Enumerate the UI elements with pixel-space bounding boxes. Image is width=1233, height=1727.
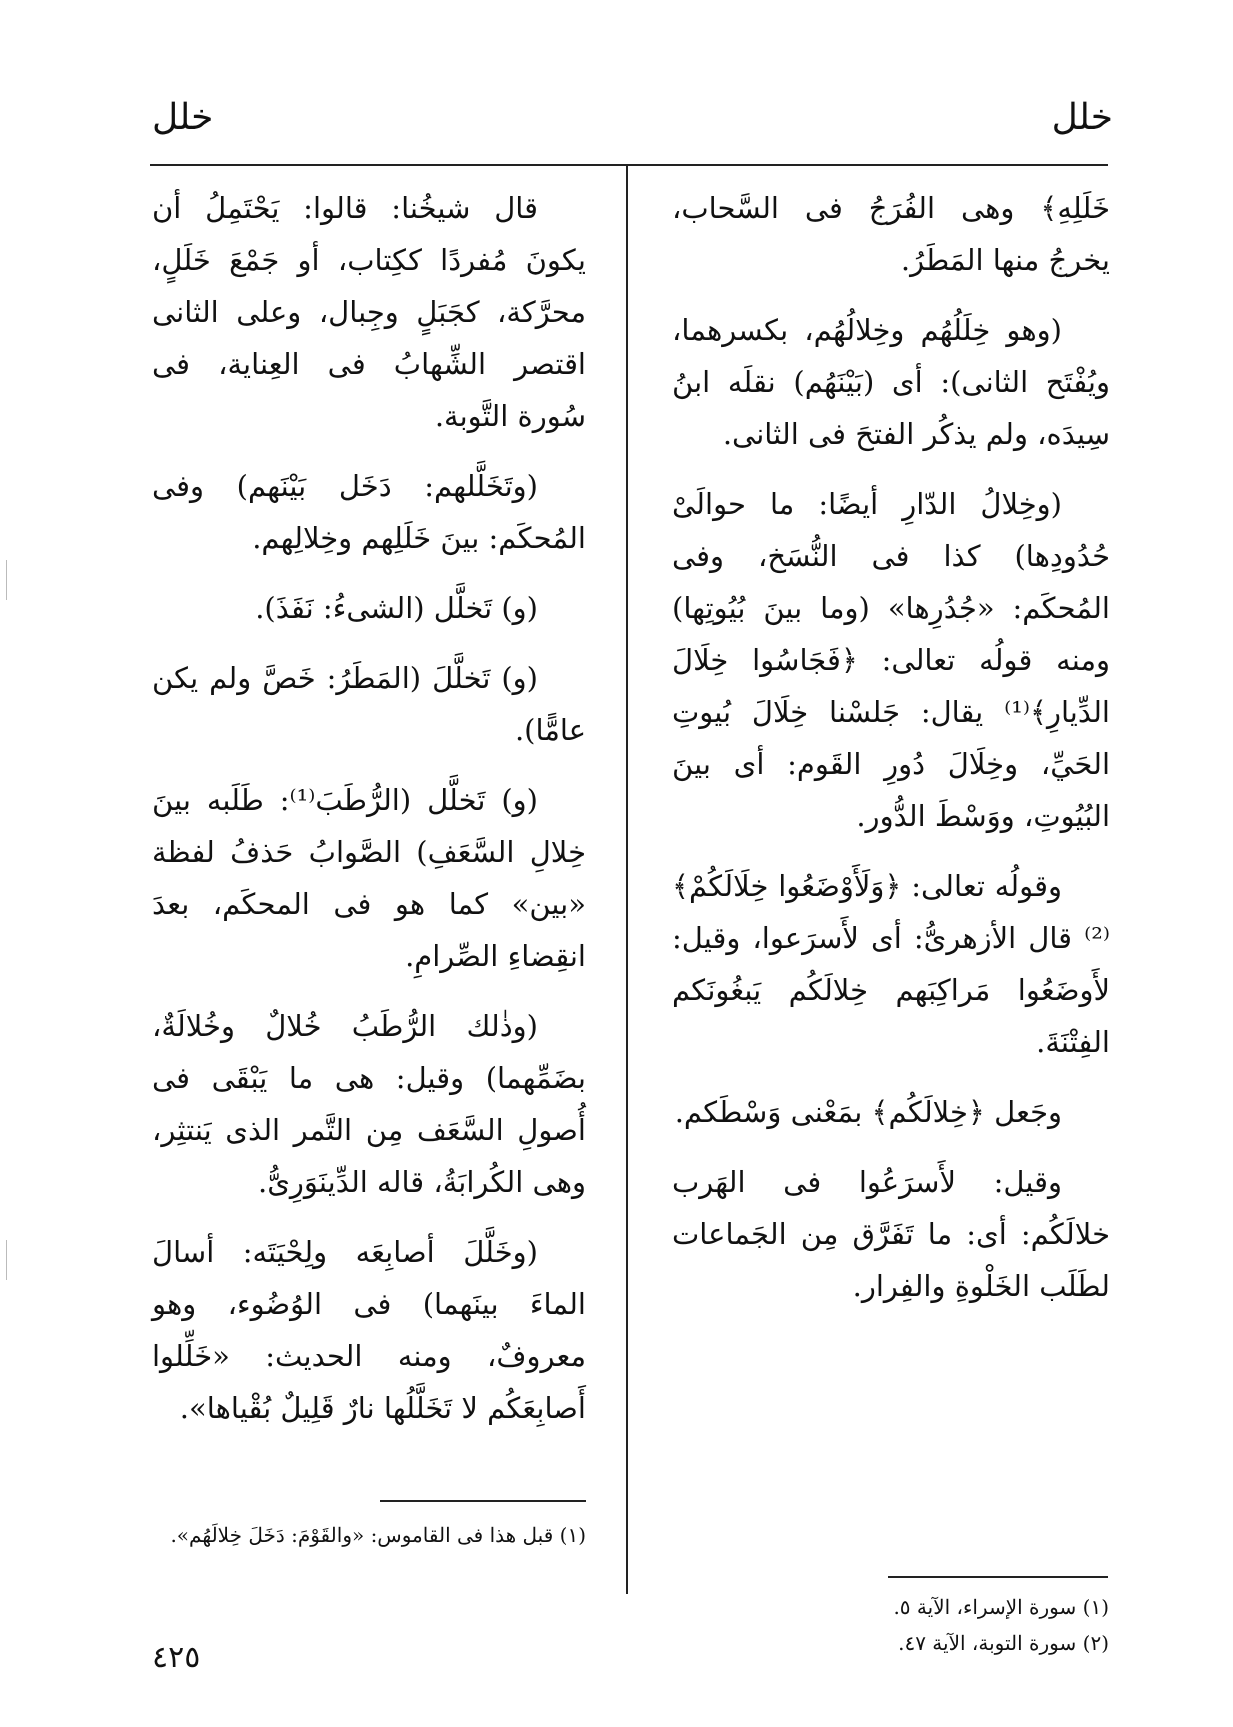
right-paragraph: (وخِلالُ الدّارِ أيضًا: ما حوالَىْ حُدُودِها) كذا فى النُّسَخ، وفى المُحكَم: «جُدُرِها» (وما بينَ بُيُوتِها) ومنه قولُه تعالى: ﴿فَجَاسُوا خِلَالَ الدِّيارِ﴾⁽¹⁾ يقال: جَلسْنا خِلَالَ بُيوتِ الحَيِّ، وخِلَالَ دُورِ القَوم: أى بينَ البُيُوتِ، ووَسْطَ الدُّور.	[672, 487, 1110, 833]
page-number: ٤٢٥	[152, 1640, 201, 1675]
running-header-left: خلل	[152, 97, 214, 138]
footnote-rule-right	[888, 1576, 1108, 1578]
left-paragraph: قال شيخُنا: قالوا: يَحْتَمِلُ أن يكونَ مُفردًا ككِتاب، أو جَمْعَ خَلَلٍ، محرَّكة، كجَبَلٍ وجِبال، وعلى الثانى اقتصر الشِّهابُ فى العِناية، فى سُورة التَّوبة.	[152, 191, 586, 433]
right-paragraph: وقيل: لأَسرَعُوا فى الهَرب خلالَكُم: أى: ما تَفَرَّق مِن الجَماعات لطَلَب الخَلْوةِ والفِرار.	[672, 1165, 1110, 1303]
right-paragraph: خَلَلِهِ﴾ وهى الفُرَجُ فى السَّحاب، يخرجُ منها المَطَرُ.	[672, 191, 1110, 277]
column-divider	[626, 164, 628, 1594]
left-paragraph: (و) تَخلَّل (الشىءُ: نَفَذَ).	[255, 591, 538, 625]
left-paragraph: (وخَلَّلَ أصابِعَه ولِحْيَتَه: أسالَ الماءَ بينَهما) فى الوُضُوء، وهو معروفٌ، ومنه الحديث: «خَلِّلوا أَصابِعَكُم لا تَخَلَّلُها نارٌ قَلِيلٌ بُقْياها».	[152, 1235, 586, 1425]
left-paragraph: (و) تَخلَّل (الرُّطَبَ⁽¹⁾: طَلَبه بينَ خِلالِ السَّعَفِ) الصَّوابُ حَذفُ لفظة «بين» كما هو فى المحكَم، بعدَ انقِضاءِ الصِّرامِ.	[152, 783, 586, 973]
right-paragraph: وجَعل ﴿خِلالَكُم﴾ بمَعْنى وَسْطَكم.	[674, 1095, 1062, 1129]
footnote-left-1: (١) قبل هذا فى القاموس: «والقَوْمَ: دَخَلَ خِلالَهُم».	[170, 1523, 586, 1547]
left-column	[152, 182, 586, 1452]
left-paragraph: (وذٰلك الرُّطَبُ خُلالٌ وخُلالَةٌ، بضَمِّهما) وقيل: هى ما يَبْقَى فى أُصولِ السَّعَف مِن التَّمر الذى يَنتثِر، وهى الكُرابَةُ، قاله الدِّينَوَرِىُّ.	[152, 1009, 586, 1199]
scan-edge-mark	[6, 1240, 7, 1280]
right-column	[672, 182, 1110, 1330]
right-paragraph: (وهو خِلَلُهُم وخِلالُهُم، بكسرهما، ويُفْتَح الثانى): أى (بَيْنَهُم) نقلَه ابنُ سِيدَه، ولم يذكُر الفتحَ فى الثانى.	[672, 313, 1110, 451]
left-paragraph: (وتَخَلَّلهم: دَخَل بَيْنَهم) وفى المُحكَم: بينَ خَلَلِهم وخِلالِهم.	[152, 469, 586, 555]
running-header-right: خلل	[1051, 97, 1113, 138]
footnote-right-1: (١) سورة الإسراء، الآية ٥.	[893, 1595, 1109, 1619]
scan-edge-mark	[6, 560, 7, 600]
header-rule	[150, 164, 1108, 166]
right-paragraph: وقولُه تعالى: ﴿وَلَأَوْضَعُوا خِلَالَكُمْ﴾⁽²⁾ قال الأزهرىُّ: أى لأَسرَعوا، وقيل: لأَوضَعُوا مَراكِبَهم خِلالَكُم يَبغُونَكم الفِتْنَةَ.	[672, 869, 1110, 1059]
left-paragraph: (و) تَخلَّلَ (المَطَرُ: خَصَّ ولم يكن عامًّا).	[152, 661, 586, 747]
footnote-rule-left	[380, 1500, 586, 1502]
footnote-right-2: (٢) سورة التوبة، الآية ٤٧.	[898, 1631, 1109, 1655]
